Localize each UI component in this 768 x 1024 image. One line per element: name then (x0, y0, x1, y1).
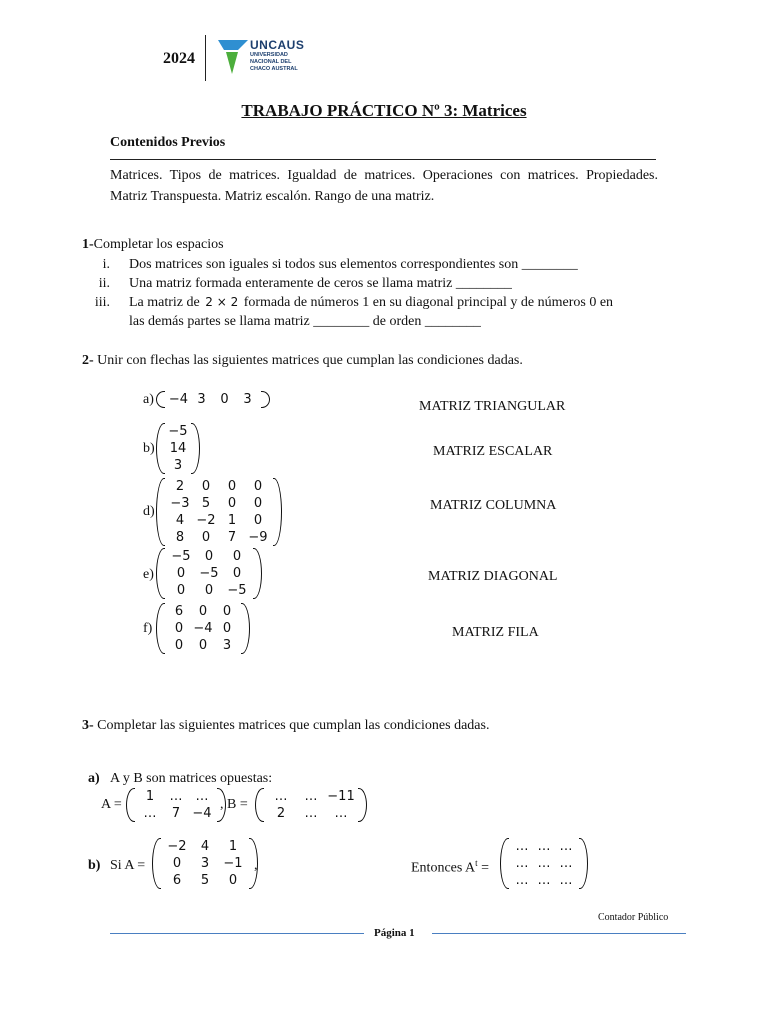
matrix-cell: 0 (172, 856, 182, 871)
ex1-item-text-cont: las demás partes se llama matriz ________ de orden ________ (129, 314, 481, 329)
ex3a-A-label: A = (101, 797, 122, 812)
matrix-cell: 0 (253, 513, 263, 528)
page-title: TRABAJO PRÁCTICO Nº 3: Matrices (241, 101, 527, 120)
matrix-cell: … (537, 873, 551, 888)
ex1-item-text-b: formada de números 1 en su diagonal principal y de números 0 en (243, 295, 614, 310)
ex3-number: 3- (82, 718, 94, 733)
matrix-cell: … (537, 839, 551, 854)
type-triangular: MATRIZ TRIANGULAR (419, 399, 566, 414)
matrix-cell: 0 (176, 566, 186, 581)
matrix-cell: … (559, 839, 573, 854)
matrix-cell: 3 (173, 458, 183, 473)
left-paren (152, 838, 161, 889)
matrix-cell: 3 (200, 856, 210, 871)
page-number: Página 1 (374, 927, 415, 939)
ex2-title: Unir con flechas las siguientes matrices que cumplan las condiciones dadas. (97, 353, 523, 368)
logo-sub1: UNIVERSIDAD (250, 52, 288, 58)
matrix-3b-At (500, 838, 588, 889)
ex1-item-text: Dos matrices son iguales si todos sus elementos correspondientes son ________ (129, 257, 578, 272)
right-paren (579, 838, 588, 889)
ex1-item-label: ii. (98, 276, 110, 291)
matrix-cell: 0 (222, 621, 232, 636)
ex1-item-text: Una matriz formada enteramente de ceros se llama matriz ________ (129, 276, 512, 291)
matrix-d (156, 478, 282, 546)
matrix-cell: 1 (228, 839, 238, 854)
matrix-cell: 7 (171, 806, 181, 821)
left-paren (126, 788, 135, 822)
left-paren (156, 391, 165, 408)
matrix-cell: 0 (176, 583, 186, 598)
right-paren (253, 548, 262, 599)
previos-rule (110, 159, 656, 160)
matrix-cell: … (559, 873, 573, 888)
previos-text: Matrices. Tipos de matrices. Igualdad de matrices. Operaciones con matrices. Propiedades. Matriz Transpuesta. Matriz escalón. Rango de una matriz. (110, 168, 658, 204)
type-columna: MATRIZ COLUMNA (430, 498, 557, 513)
matrix-cell: 1 (145, 789, 155, 804)
matrix-cell: … (304, 806, 318, 821)
matrix-cell: … (559, 856, 573, 871)
matrix-cell: 0 (198, 604, 208, 619)
matrix-cell: 0 (228, 873, 238, 888)
matrix-cell: 0 (204, 583, 214, 598)
matrix-cell: 0 (201, 530, 211, 545)
matrix-cell: −4 (192, 806, 212, 821)
ex3b-then-text: Entonces A (411, 860, 476, 876)
matrix-b-label: b) (143, 441, 155, 456)
logo-name: UNCAUS (250, 38, 305, 52)
logo-sub2: NACIONAL DEL (250, 59, 292, 65)
ex3-heading (82, 718, 489, 734)
ex2-number: 2- (82, 353, 94, 368)
matrix-cell: 0 (222, 604, 232, 619)
matrix-cell: … (274, 789, 288, 804)
matrix-b (156, 423, 200, 474)
ex1-item-label: iii. (94, 295, 110, 310)
matrix-cell: 4 (200, 839, 210, 854)
matrix-a (156, 391, 270, 408)
right-paren (358, 788, 367, 822)
right-paren (191, 423, 200, 474)
matrix-d-label: d) (143, 504, 155, 519)
matrix-cell: 0 (198, 638, 208, 653)
ex1-title: Completar los espacios (93, 237, 224, 252)
matrix-cell: … (515, 873, 529, 888)
ex3b-text: Si A = (110, 858, 146, 873)
left-paren (156, 548, 165, 599)
matrix-a-label: a) (143, 392, 154, 407)
matrix-cell: … (537, 856, 551, 871)
right-paren (241, 603, 250, 654)
matrix-e (156, 548, 262, 599)
matrix-cell: 14 (169, 441, 187, 456)
matrix-cell: … (304, 789, 318, 804)
matrix-cell: 0 (227, 479, 237, 494)
ex1-item-text (129, 295, 613, 311)
matrix-3a-B (255, 788, 367, 822)
left-paren (156, 423, 165, 474)
previos-heading: Contenidos Previos (110, 135, 226, 150)
right-paren (273, 478, 282, 546)
matrix-cell: 5 (201, 496, 211, 511)
matrix-cell: −4 (168, 392, 189, 407)
header-divider (205, 35, 206, 81)
matrix-cell: … (515, 856, 529, 871)
footer-line-right (432, 933, 686, 934)
ex1-heading (82, 237, 224, 253)
matrix-cell: 1 (227, 513, 237, 528)
matrix-cell: 7 (227, 530, 237, 545)
matrix-cell: −9 (248, 530, 268, 545)
ex3a-sep: , B = (220, 797, 248, 812)
matrix-cell: 3 (243, 392, 252, 407)
matrix-cell: −4 (193, 621, 213, 636)
ex3a-text: A y B son matrices opuestas: (110, 771, 273, 786)
logo-sub3: CHACO AUSTRAL (250, 66, 298, 72)
ex3b-label: b) (88, 858, 101, 873)
left-paren (156, 478, 165, 546)
matrix-f-label: f) (143, 621, 153, 636)
matrix-cell: −11 (327, 789, 355, 804)
matrix-cell: −5 (171, 549, 191, 564)
matrix-cell: … (334, 806, 348, 821)
matrix-cell: 4 (175, 513, 185, 528)
matrix-e-label: e) (143, 567, 154, 582)
matrix-cell: −2 (167, 839, 187, 854)
right-paren (261, 391, 270, 408)
matrix-cell: 0 (227, 496, 237, 511)
type-escalar: MATRIZ ESCALAR (433, 444, 553, 459)
left-paren (500, 838, 509, 889)
matrix-cell: 3 (197, 392, 206, 407)
logo-subtitle (250, 52, 298, 73)
uncaus-logo (218, 38, 318, 78)
ex3a-label: a) (88, 771, 100, 786)
ex1-item-label: i. (102, 257, 110, 272)
matrix-cell: 0 (253, 496, 263, 511)
matrix-cell: 8 (175, 530, 185, 545)
matrix-cell: 0 (201, 479, 211, 494)
matrix-cell: … (195, 789, 209, 804)
ex3b-eq: = (477, 860, 490, 876)
matrix-cell: 0 (220, 392, 229, 407)
matrix-cell: … (143, 806, 157, 821)
matrix-cell: −5 (199, 566, 219, 581)
matrix-cell: −1 (223, 856, 243, 871)
matrix-cell: −5 (168, 424, 188, 439)
matrix-cell: −3 (170, 496, 190, 511)
matrix-cell: 6 (172, 873, 182, 888)
matrix-cell: 0 (253, 479, 263, 494)
left-paren (255, 788, 264, 822)
type-diagonal: MATRIZ DIAGONAL (428, 569, 558, 584)
matrix-3a-A (126, 788, 226, 822)
type-fila: MATRIZ FILA (452, 625, 539, 640)
ex3-title: Completar las siguientes matrices que cumplan las condiciones dadas. (97, 718, 490, 733)
ex1-item-math: 2 × 2 (205, 295, 239, 309)
matrix-cell: −2 (196, 513, 216, 528)
matrix-f (156, 603, 250, 654)
matrix-cell: 0 (174, 638, 184, 653)
ex3b-then (411, 858, 489, 877)
footer-right: Contador Público (598, 912, 669, 923)
matrix-cell: 3 (222, 638, 232, 653)
matrix-cell: 2 (276, 806, 286, 821)
matrix-cell: … (169, 789, 183, 804)
matrix-3b-A (152, 838, 258, 889)
ex3b-sup: t (475, 858, 478, 868)
year-label: 2024 (163, 50, 195, 67)
footer-line-left (110, 933, 364, 934)
matrix-cell: 5 (200, 873, 210, 888)
matrix-cell: 6 (174, 604, 184, 619)
left-paren (156, 603, 165, 654)
ex2-heading (82, 353, 523, 369)
matrix-cell: 0 (232, 566, 242, 581)
ex3b-comma: , (254, 858, 258, 873)
matrix-cell: 0 (232, 549, 242, 564)
matrix-cell: 0 (174, 621, 184, 636)
matrix-cell: 2 (175, 479, 185, 494)
ex1-item-text-a: La matriz de (129, 295, 200, 310)
matrix-cell: −5 (227, 583, 247, 598)
matrix-cell: … (515, 839, 529, 854)
ex1-number: 1- (82, 237, 94, 252)
matrix-cell: 0 (204, 549, 214, 564)
